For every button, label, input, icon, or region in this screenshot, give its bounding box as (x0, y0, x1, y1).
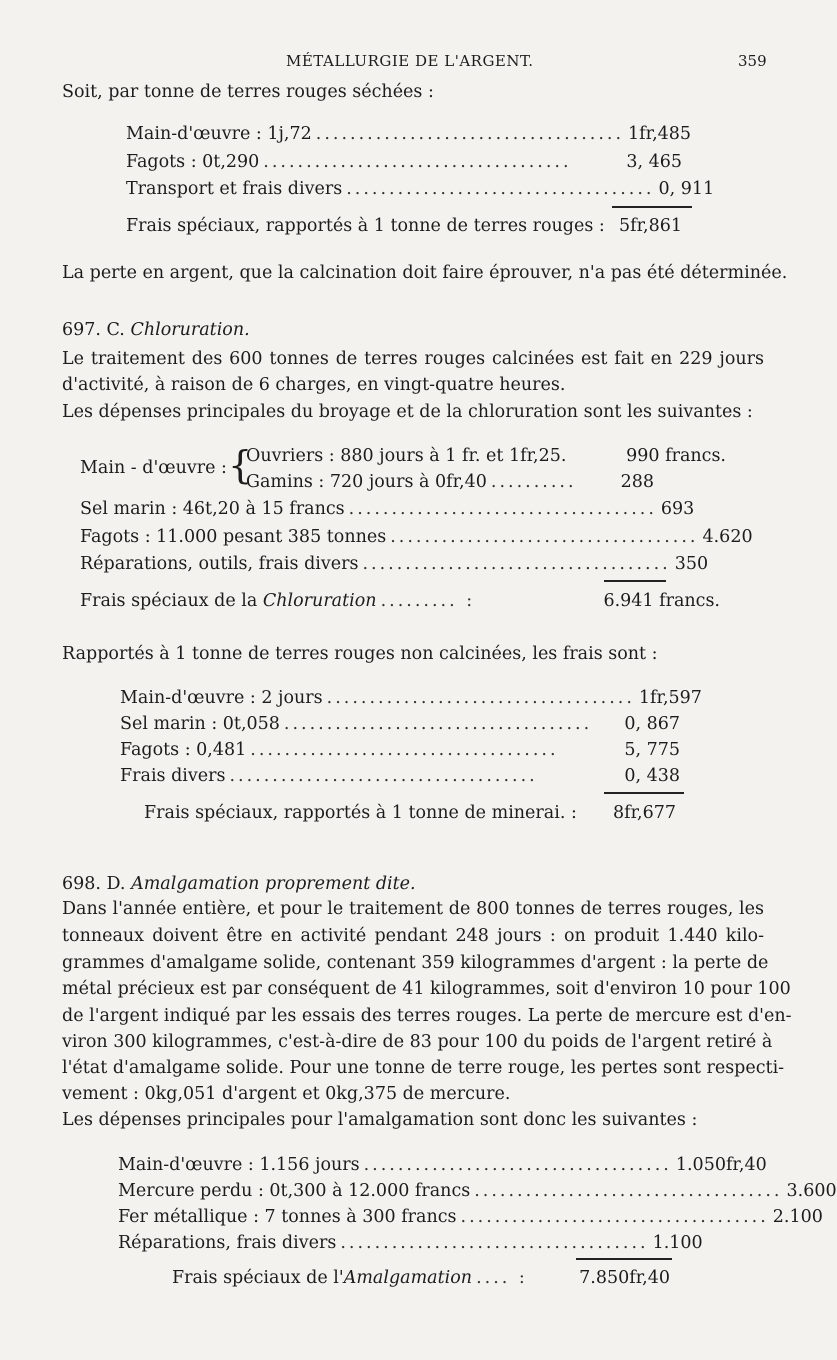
section-698-line: viron 300 kilogrammes, c'est-à-dire de 83 pour 100 du poids de l'argent retiré à (62, 1032, 773, 1052)
table-a-row: Transport et frais divers .................................... 0, 911 (126, 179, 715, 199)
section-698-line: grammes d'amalgame solide, contenant 359 kilogrammes d'argent : la perte de (62, 953, 769, 973)
ratio-total: Frais spéciaux, rapportés à 1 tonne de minerai. : 8fr,677 (144, 803, 676, 823)
section-697-para-line: Le traitement des 600 tonnes de terres rouges calcinées est fait en 229 jours (62, 349, 764, 369)
sum-rule (604, 580, 666, 582)
amalg-row: Réparations, frais divers .................................... 1.100 (118, 1233, 703, 1253)
page-number: 359 (738, 52, 767, 70)
section-698-line: de l'argent indiqué par les essais des terres rouges. La perte de mercure est d'en- (62, 1006, 792, 1026)
ratio-intro: Rapportés à 1 tonne de terres rouges non calcinées, les frais sont : (62, 644, 658, 664)
chlor-row: Réparations, outils, frais divers .................................... 350 (80, 554, 709, 574)
sum-rule (576, 1258, 672, 1260)
note-a: La perte en argent, que la calcination doit faire éprouver, n'a pas été déterminée. (62, 263, 788, 283)
section-697-para-line: d'activité, à raison de 6 charges, en vingt-quatre heures. (62, 375, 566, 395)
section-697-para2: Les dépenses principales du broyage et de la chloruration sont les suivantes : (62, 402, 753, 422)
chlor-row: Sel marin : 46t,20 à 15 francs .................................... 693 (80, 499, 695, 519)
ratio-row: Main-d'œuvre : 2 jours .................................... 1fr,597 (120, 688, 702, 708)
section-698-line: Dans l'année entière, et pour le traitement de 800 tonnes de terres rouges, les (62, 899, 764, 919)
section-698-para2: Les dépenses principales pour l'amalgamation sont donc les suivantes : (62, 1110, 698, 1130)
ratio-row: Sel marin : 0t,058 .................................... 0, 867 (120, 714, 680, 734)
main-oeuvre-label: Main - d'œuvre : (80, 458, 227, 478)
workers-row: Gamins : 720 jours à 0fr,40 .......... 288 (246, 472, 654, 492)
ratio-row: Frais divers .................................... 0, 438 (120, 766, 680, 786)
section-698-heading: 698. D. Amalgamation proprement dite. (62, 874, 416, 894)
section-698-line: métal précieux est par conséquent de 41 kilogrammes, soit d'environ 10 pour 100 (62, 979, 791, 999)
section-698-line: tonneaux doivent être en activité pendant 248 jours : on produit 1.440 kilo- (62, 926, 764, 946)
sum-rule (604, 792, 684, 794)
chlor-row: Fagots : 11.000 pesant 385 tonnes .................................... 4.620 (80, 527, 753, 547)
running-header: MÉTALLURGIE DE L'ARGENT. (286, 52, 534, 70)
chlor-total: Frais spéciaux de la Chloruration ......... : 6.941 francs. (80, 591, 720, 611)
amalg-row: Fer métallique : 7 tonnes à 300 francs .................................... 2.100 (118, 1207, 823, 1227)
sum-rule (612, 206, 692, 208)
brace-icon: { (228, 443, 253, 487)
section-697-heading: 697. C. Chloruration. (62, 320, 250, 340)
amalg-total: Frais spéciaux de l'Amalgamation .... : 7.850fr,40 (172, 1268, 670, 1288)
section-698-line: l'état d'amalgame solide. Pour une tonne de terre rouge, les pertes sont respecti- (62, 1058, 785, 1078)
amalg-row: Mercure perdu : 0t,300 à 12.000 francs .................................... 3.600 (118, 1181, 837, 1201)
table-a-row: Main-d'œuvre : 1j,72 .................................... 1fr,485 (126, 124, 692, 144)
section-698-line: vement : 0kg,051 d'argent et 0kg,375 de mercure. (62, 1084, 511, 1104)
ratio-row: Fagots : 0,481 .................................... 5, 775 (120, 740, 680, 760)
table-a-row: Fagots : 0t,290 .................................... 3, 465 (126, 152, 682, 172)
intro-a: Soit, par tonne de terres rouges séchées : (62, 82, 434, 102)
workers-row: Ouvriers : 880 jours à 1 fr. et 1fr,25. 990 francs. (246, 446, 726, 466)
table-a-total: Frais spéciaux, rapportés à 1 tonne de terres rouges : 5fr,861 (126, 216, 682, 236)
amalg-row: Main-d'œuvre : 1.156 jours .................................... 1.050fr,40 (118, 1155, 767, 1175)
